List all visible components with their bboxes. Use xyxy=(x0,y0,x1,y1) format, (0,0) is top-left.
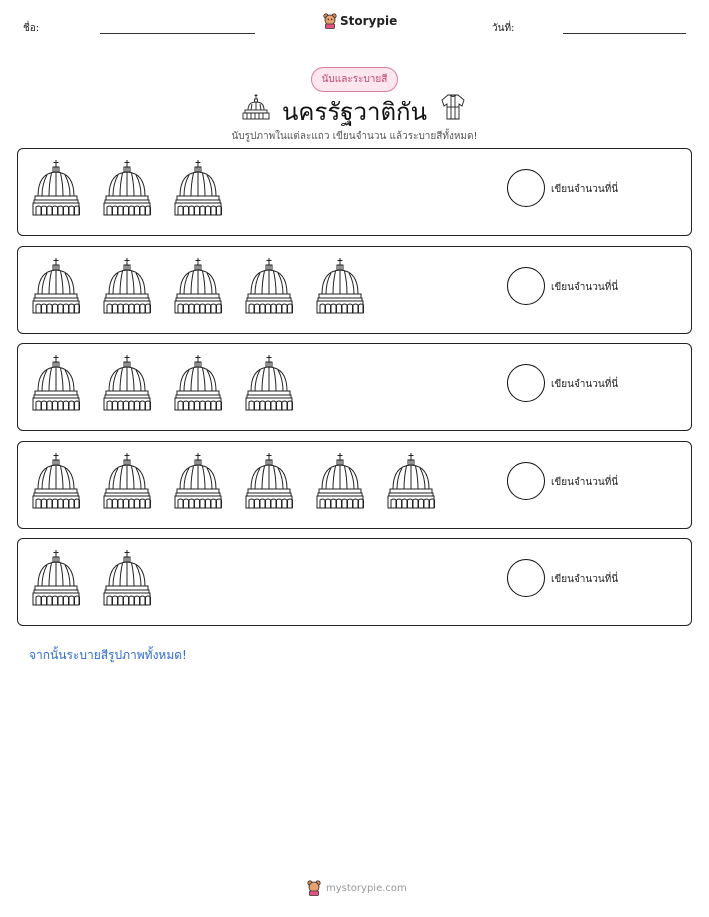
date-label: วันที่: xyxy=(492,23,515,34)
counting-row xyxy=(17,343,692,431)
date-line[interactable] xyxy=(563,33,686,34)
st-peters-dome-icon[interactable] xyxy=(30,549,82,613)
bear-mascot-icon xyxy=(307,880,321,896)
write-number-label: เขียนจำนวนที่นี่ xyxy=(551,477,619,488)
st-peters-dome-icon[interactable] xyxy=(243,257,295,321)
closing-instruction: จากนั้นระบายสีรูปภาพทั้งหมด! xyxy=(29,648,187,662)
st-peters-dome-icon[interactable] xyxy=(172,354,224,418)
counting-row xyxy=(17,246,692,334)
st-peters-dome-icon[interactable] xyxy=(172,452,224,516)
st-peters-dome-icon[interactable] xyxy=(243,452,295,516)
answer-circle[interactable] xyxy=(507,267,545,305)
st-peters-dome-icon[interactable] xyxy=(101,549,153,613)
st-peters-dome-icon[interactable] xyxy=(172,257,224,321)
st-peters-dome-icon[interactable] xyxy=(30,257,82,321)
st-peters-dome-icon[interactable] xyxy=(385,452,437,516)
st-peters-dome-icon[interactable] xyxy=(101,354,153,418)
counting-row xyxy=(17,538,692,626)
write-number-label: เขียนจำนวนที่นี่ xyxy=(551,184,619,195)
name-line[interactable] xyxy=(100,33,255,34)
counting-row xyxy=(17,441,692,529)
swiss-guard-uniform-icon xyxy=(438,92,468,126)
site-footer xyxy=(307,880,407,896)
st-peters-dome-icon[interactable] xyxy=(172,159,224,223)
st-peters-dome-icon[interactable] xyxy=(314,452,366,516)
write-number-label: เขียนจำนวนที่นี่ xyxy=(551,282,619,293)
title-row xyxy=(0,92,709,124)
brand-name: Storypie xyxy=(340,14,398,28)
answer-circle[interactable] xyxy=(507,364,545,402)
activity-tag: นับและระบายสี xyxy=(311,67,398,92)
st-peters-dome-icon[interactable] xyxy=(101,452,153,516)
st-peters-dome-icon[interactable] xyxy=(101,159,153,223)
write-number-label: เขียนจำนวนที่นี่ xyxy=(551,574,619,585)
counting-row xyxy=(17,148,692,236)
answer-circle[interactable] xyxy=(507,169,545,207)
bear-mascot-icon xyxy=(323,13,337,29)
answer-circle[interactable] xyxy=(507,462,545,500)
st-peters-dome-icon[interactable] xyxy=(101,257,153,321)
st-peters-dome-icon[interactable] xyxy=(30,354,82,418)
instructions: นับรูปภาพในแต่ละแถว เขียนจำนวน แล้วระบายสีทั้งหมด! xyxy=(231,131,478,142)
st-peters-dome-icon[interactable] xyxy=(30,452,82,516)
st-peters-dome-icon[interactable] xyxy=(314,257,366,321)
answer-circle[interactable] xyxy=(507,559,545,597)
st-peters-dome-icon[interactable] xyxy=(30,159,82,223)
worksheet-title: นครรัฐวาติกัน xyxy=(282,98,427,126)
brand-logo xyxy=(323,13,397,29)
site-url[interactable]: mystorypie.com xyxy=(326,882,407,894)
name-label: ชื่อ: xyxy=(23,23,40,34)
write-number-label: เขียนจำนวนที่นี่ xyxy=(551,379,619,390)
st-peters-dome-icon[interactable] xyxy=(243,354,295,418)
